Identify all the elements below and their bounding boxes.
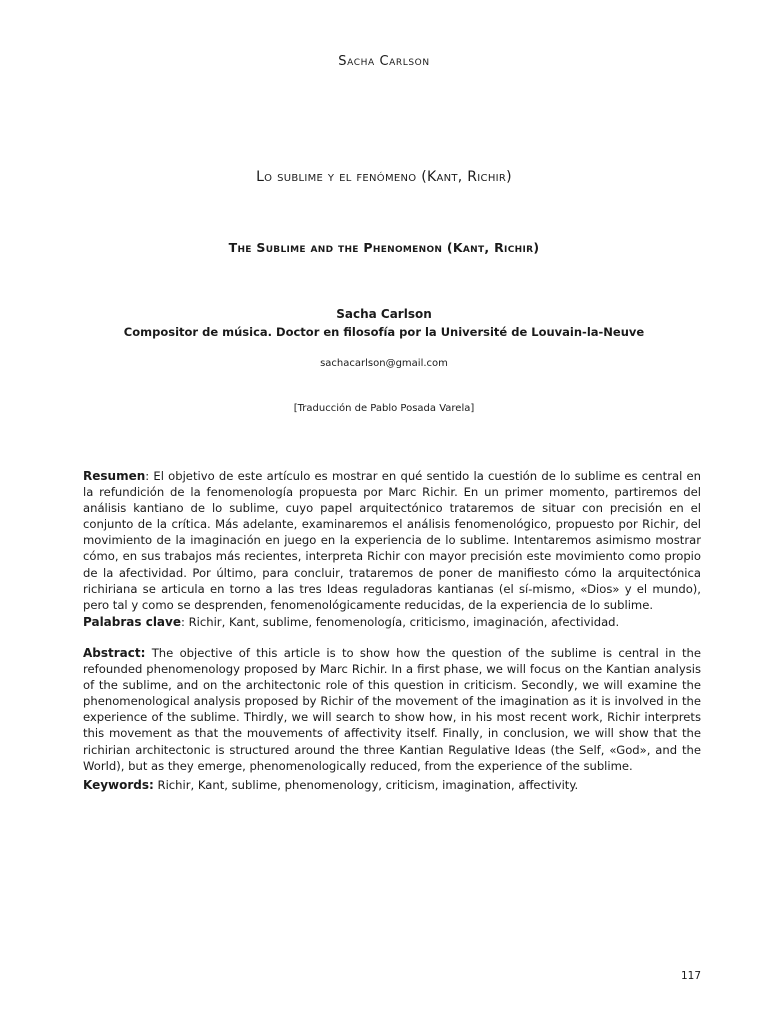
abstract-paragraph xyxy=(83,645,701,774)
palabras-clave-text: : Richir, Kant, sublime, fenomenología, criticismo, imaginación, afectividad. xyxy=(181,615,620,629)
resumen-text: : El objetivo de este artículo es mostrar en qué sentido la cuestión de lo sublime es central en la refundición de la fenomenología propuesta por Marc Richir. En un primer momento, partiremos del análisis kantiano de lo sublime, cuyo papel arquitectónico trataremos de situar con precisión en el conjunto de la crítica. Más adelante, examinaremos el análisis fenomenológico, propuesto por Richir, del movimiento de la imaginación en juego en la experiencia de lo sublime. Intentaremos asimismo mostrar cómo, en sus trabajos más recientes, interpreta Richir con mayor precisión este movimiento como propio de la afectividad. Por último, para concluir, trataremos de poner de manifiesto cómo la arquitectónica richiriana se articula en torno a las tres Ideas reguladoras kantianas (el sí-mismo, «Dios» y el mundo), pero tal y como se desprenden, fenomenológicamente reducidas, de la experiencia de lo sublime. xyxy=(83,469,701,612)
article-title-english: The Sublime and the Phenomenon (Kant, Richir) xyxy=(228,240,540,255)
page-number: 117 xyxy=(680,970,701,982)
keywords-label: Keywords: xyxy=(83,778,154,792)
translation-note: [Traducción de Pablo Posada Varela] xyxy=(293,403,475,414)
keywords-text: Richir, Kant, sublime, phenomenology, criticism, imagination, affectivity. xyxy=(153,778,579,792)
author-email: sachacarlson@gmail.com xyxy=(320,358,448,369)
abstract-label: Abstract: xyxy=(83,646,146,660)
abstract-text: The objective of this article is to show how the question of the sublime is central in the refounded phenomenology proposed by Marc Richir. In a first phase, we will focus on the Kantian analysis of the sublime, and on the architectonic role of this question in criticism. Secondly, we will examine the phenomenological analysis proposed by Richir of the movement of the imagination as it is involved in the experience of the sublime. Thirdly, we will search to show how, in his most recent work, Richir interprets this movement as that the mouvements of affectivity itself. Finally, in conclusion, we will show that the richirian architectonic is structured around the three Kantian Regulative Ideas (the Self, «God», and the World), but as they emerge, phenomenologically reduced, from the experience of the sublime. xyxy=(83,646,701,773)
running-head: Sacha Carlson xyxy=(338,54,430,69)
palabras-clave-paragraph xyxy=(83,614,701,630)
article-title-spanish: Lo sublime y el fenómeno (Kant, Richir) xyxy=(256,169,512,185)
resumen-label: Resumen xyxy=(83,469,146,483)
author-name: Sacha Carlson xyxy=(336,307,432,321)
resumen-paragraph xyxy=(83,468,701,613)
palabras-clave-label: Palabras clave xyxy=(83,615,181,629)
author-affiliation: Compositor de música. Doctor en filosofía por la Université de Louvain-la-Neuve xyxy=(123,325,645,339)
keywords-paragraph xyxy=(83,777,701,793)
